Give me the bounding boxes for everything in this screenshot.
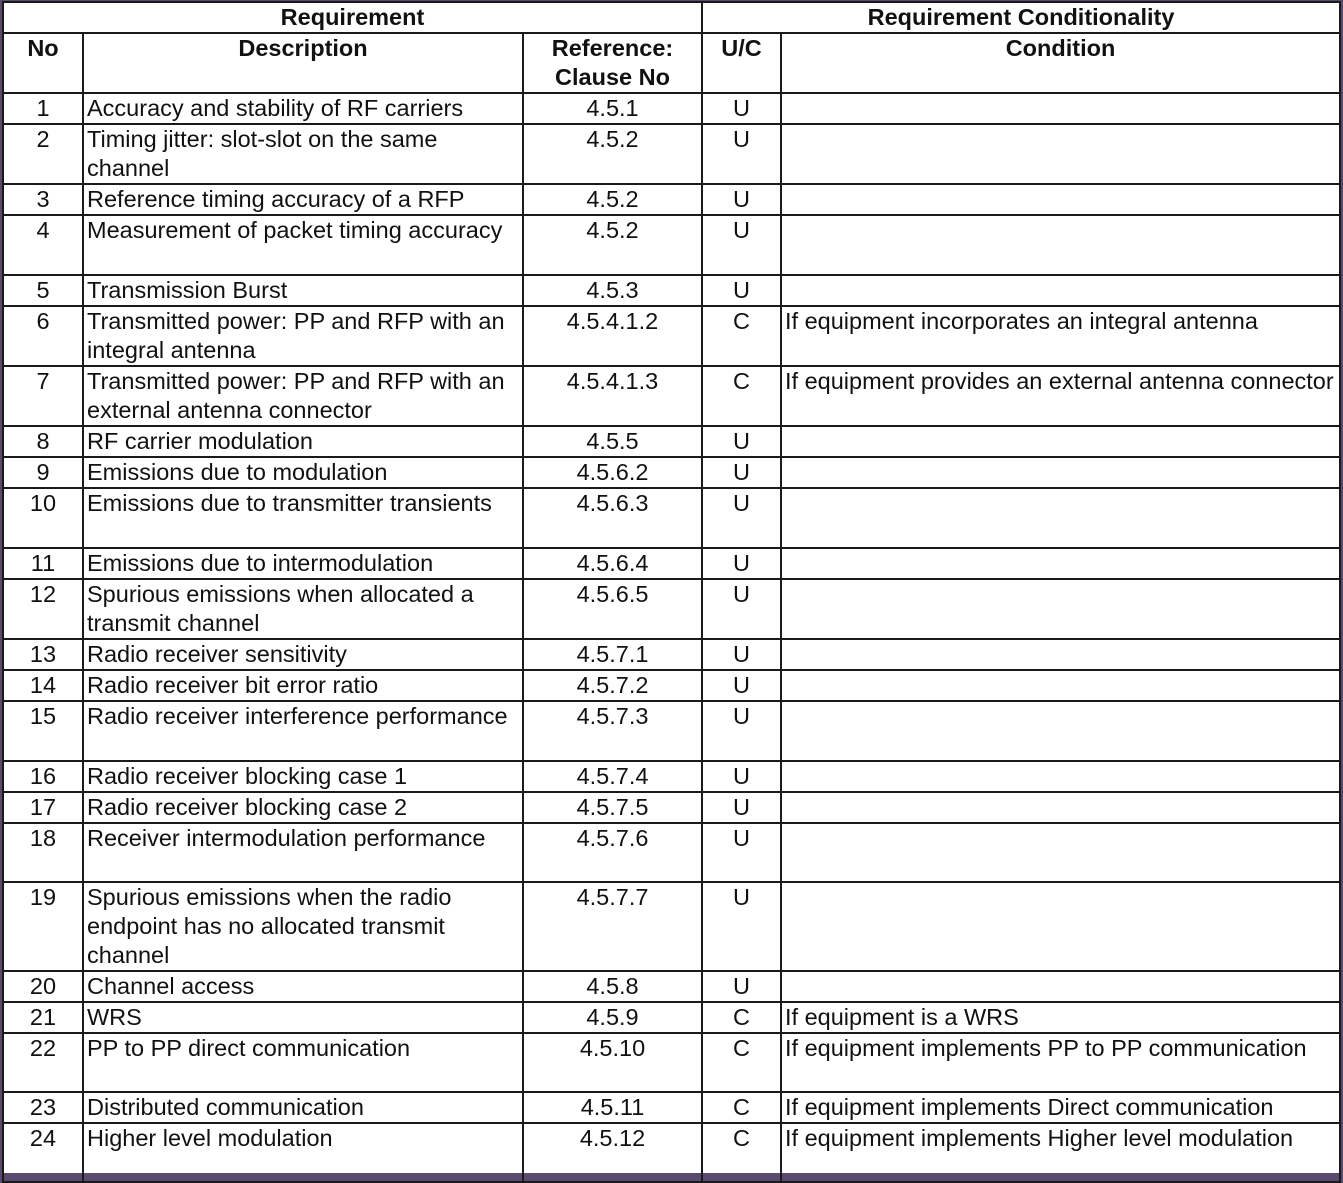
row-reference: 4.5.6.5 bbox=[523, 579, 702, 639]
row-description: Radio receiver blocking case 2 bbox=[83, 792, 523, 823]
row-reference: 4.5.2 bbox=[523, 215, 702, 275]
table-row bbox=[3, 792, 1340, 823]
row-number: 23 bbox=[3, 1092, 83, 1123]
row-condition bbox=[781, 488, 1340, 548]
row-number: 13 bbox=[3, 639, 83, 670]
row-number: 10 bbox=[3, 488, 83, 548]
row-uc: U bbox=[702, 761, 781, 792]
table-row bbox=[3, 548, 1340, 579]
row-number: 19 bbox=[3, 882, 83, 971]
row-uc: U bbox=[702, 823, 781, 882]
header-uc: U/C bbox=[702, 33, 781, 93]
row-number: 9 bbox=[3, 457, 83, 488]
row-uc: C bbox=[702, 366, 781, 426]
row-number: 1 bbox=[3, 93, 83, 124]
row-uc: U bbox=[702, 971, 781, 1002]
header-no: No bbox=[3, 33, 83, 93]
row-number: 24 bbox=[3, 1123, 83, 1182]
row-uc: C bbox=[702, 1123, 781, 1182]
row-description: Radio receiver blocking case 1 bbox=[83, 761, 523, 792]
header-reference bbox=[523, 33, 702, 93]
row-condition: If equipment incorporates an integral antenna bbox=[781, 306, 1340, 366]
row-number: 14 bbox=[3, 670, 83, 701]
row-description: Reference timing accuracy of a RFP bbox=[83, 184, 523, 215]
row-uc: C bbox=[702, 1092, 781, 1123]
row-reference: 4.5.6.3 bbox=[523, 488, 702, 548]
requirements-table bbox=[2, 1, 1341, 1183]
row-uc: U bbox=[702, 579, 781, 639]
row-description: WRS bbox=[83, 1002, 523, 1033]
table-row bbox=[3, 670, 1340, 701]
row-number: 2 bbox=[3, 124, 83, 184]
row-condition bbox=[781, 792, 1340, 823]
row-reference: 4.5.4.1.2 bbox=[523, 306, 702, 366]
row-condition bbox=[781, 701, 1340, 761]
header-requirement: Requirement bbox=[3, 2, 702, 33]
header-column-row bbox=[3, 33, 1340, 93]
row-condition bbox=[781, 124, 1340, 184]
row-number: 11 bbox=[3, 548, 83, 579]
table-row bbox=[3, 93, 1340, 124]
row-description: Radio receiver interference performance bbox=[83, 701, 523, 761]
row-uc: U bbox=[702, 457, 781, 488]
table-row bbox=[3, 306, 1340, 366]
row-uc: C bbox=[702, 1002, 781, 1033]
row-uc: U bbox=[702, 275, 781, 306]
row-description: Radio receiver bit error ratio bbox=[83, 670, 523, 701]
row-description: Emissions due to transmitter transients bbox=[83, 488, 523, 548]
row-uc: U bbox=[702, 488, 781, 548]
row-reference: 4.5.7.1 bbox=[523, 639, 702, 670]
table-row bbox=[3, 823, 1340, 882]
row-number: 16 bbox=[3, 761, 83, 792]
row-condition bbox=[781, 275, 1340, 306]
row-description: Receiver intermodulation performance bbox=[83, 823, 523, 882]
row-uc: U bbox=[702, 184, 781, 215]
row-uc: U bbox=[702, 639, 781, 670]
header-reference-line2: Clause No bbox=[555, 64, 670, 90]
table-row bbox=[3, 275, 1340, 306]
row-uc: U bbox=[702, 93, 781, 124]
row-reference: 4.5.7.6 bbox=[523, 823, 702, 882]
row-uc: U bbox=[702, 426, 781, 457]
row-number: 5 bbox=[3, 275, 83, 306]
row-reference: 4.5.8 bbox=[523, 971, 702, 1002]
row-condition bbox=[781, 93, 1340, 124]
row-reference: 4.5.9 bbox=[523, 1002, 702, 1033]
row-description: PP to PP direct communication bbox=[83, 1033, 523, 1092]
table-row bbox=[3, 1123, 1340, 1182]
table-row bbox=[3, 426, 1340, 457]
table-row bbox=[3, 1002, 1340, 1033]
header-group-row bbox=[3, 2, 1340, 33]
row-condition: If equipment implements Direct communication bbox=[781, 1092, 1340, 1123]
table-row bbox=[3, 1033, 1340, 1092]
row-uc: C bbox=[702, 1033, 781, 1092]
row-number: 15 bbox=[3, 701, 83, 761]
table-row bbox=[3, 639, 1340, 670]
row-condition bbox=[781, 670, 1340, 701]
row-description: Timing jitter: slot-slot on the same channel bbox=[83, 124, 523, 184]
row-number: 7 bbox=[3, 366, 83, 426]
row-uc: U bbox=[702, 701, 781, 761]
row-condition: If equipment implements Higher level modulation bbox=[781, 1123, 1340, 1182]
requirements-body bbox=[3, 93, 1340, 1182]
header-description: Description bbox=[83, 33, 523, 93]
table-row bbox=[3, 215, 1340, 275]
row-reference: 4.5.12 bbox=[523, 1123, 702, 1182]
row-reference: 4.5.2 bbox=[523, 184, 702, 215]
row-description: Accuracy and stability of RF carriers bbox=[83, 93, 523, 124]
row-condition bbox=[781, 971, 1340, 1002]
row-number: 18 bbox=[3, 823, 83, 882]
row-reference: 4.5.10 bbox=[523, 1033, 702, 1092]
row-reference: 4.5.11 bbox=[523, 1092, 702, 1123]
row-description: Spurious emissions when allocated a transmit channel bbox=[83, 579, 523, 639]
row-uc: C bbox=[702, 306, 781, 366]
row-reference: 4.5.3 bbox=[523, 275, 702, 306]
row-condition bbox=[781, 215, 1340, 275]
row-reference: 4.5.6.2 bbox=[523, 457, 702, 488]
row-reference: 4.5.2 bbox=[523, 124, 702, 184]
table-row bbox=[3, 1092, 1340, 1123]
row-reference: 4.5.5 bbox=[523, 426, 702, 457]
row-condition bbox=[781, 639, 1340, 670]
row-condition: If equipment implements PP to PP communication bbox=[781, 1033, 1340, 1092]
row-reference: 4.5.6.4 bbox=[523, 548, 702, 579]
row-condition bbox=[781, 579, 1340, 639]
row-reference: 4.5.4.1.3 bbox=[523, 366, 702, 426]
row-condition: If equipment is a WRS bbox=[781, 1002, 1340, 1033]
row-uc: U bbox=[702, 548, 781, 579]
row-description: Transmitted power: PP and RFP with an external antenna connector bbox=[83, 366, 523, 426]
header-reference-line1: Reference: bbox=[551, 35, 674, 61]
row-number: 21 bbox=[3, 1002, 83, 1033]
table-row bbox=[3, 579, 1340, 639]
table-row bbox=[3, 761, 1340, 792]
table-row bbox=[3, 488, 1340, 548]
row-number: 6 bbox=[3, 306, 83, 366]
row-description: Radio receiver sensitivity bbox=[83, 639, 523, 670]
row-description: Transmitted power: PP and RFP with an integral antenna bbox=[83, 306, 523, 366]
row-condition bbox=[781, 548, 1340, 579]
table-row bbox=[3, 124, 1340, 184]
row-number: 4 bbox=[3, 215, 83, 275]
row-uc: U bbox=[702, 124, 781, 184]
row-description: Measurement of packet timing accuracy bbox=[83, 215, 523, 275]
row-uc: U bbox=[702, 882, 781, 971]
row-condition bbox=[781, 426, 1340, 457]
row-condition bbox=[781, 882, 1340, 971]
row-number: 12 bbox=[3, 579, 83, 639]
row-number: 20 bbox=[3, 971, 83, 1002]
requirements-sheet bbox=[2, 1, 1339, 1173]
row-number: 22 bbox=[3, 1033, 83, 1092]
row-description: Emissions due to intermodulation bbox=[83, 548, 523, 579]
row-uc: U bbox=[702, 792, 781, 823]
table-row bbox=[3, 971, 1340, 1002]
row-reference: 4.5.7.3 bbox=[523, 701, 702, 761]
row-number: 3 bbox=[3, 184, 83, 215]
row-uc: U bbox=[702, 670, 781, 701]
row-description: Distributed communication bbox=[83, 1092, 523, 1123]
row-condition bbox=[781, 761, 1340, 792]
table-row bbox=[3, 882, 1340, 971]
row-number: 17 bbox=[3, 792, 83, 823]
row-condition bbox=[781, 184, 1340, 215]
table-row bbox=[3, 366, 1340, 426]
header-condition: Condition bbox=[781, 33, 1340, 93]
row-number: 8 bbox=[3, 426, 83, 457]
table-row bbox=[3, 184, 1340, 215]
row-description: Spurious emissions when the radio endpoint has no allocated transmit channel bbox=[83, 882, 523, 971]
row-description: Channel access bbox=[83, 971, 523, 1002]
row-reference: 4.5.7.7 bbox=[523, 882, 702, 971]
row-description: Transmission Burst bbox=[83, 275, 523, 306]
row-reference: 4.5.7.4 bbox=[523, 761, 702, 792]
header-requirement-conditionality: Requirement Conditionality bbox=[702, 2, 1340, 33]
table-row bbox=[3, 701, 1340, 761]
row-uc: U bbox=[702, 215, 781, 275]
row-reference: 4.5.1 bbox=[523, 93, 702, 124]
row-description: Higher level modulation bbox=[83, 1123, 523, 1182]
table-row bbox=[3, 457, 1340, 488]
row-reference: 4.5.7.2 bbox=[523, 670, 702, 701]
row-condition bbox=[781, 823, 1340, 882]
row-reference: 4.5.7.5 bbox=[523, 792, 702, 823]
row-description: RF carrier modulation bbox=[83, 426, 523, 457]
row-description: Emissions due to modulation bbox=[83, 457, 523, 488]
row-condition bbox=[781, 457, 1340, 488]
row-condition: If equipment provides an external antenna connector bbox=[781, 366, 1340, 426]
